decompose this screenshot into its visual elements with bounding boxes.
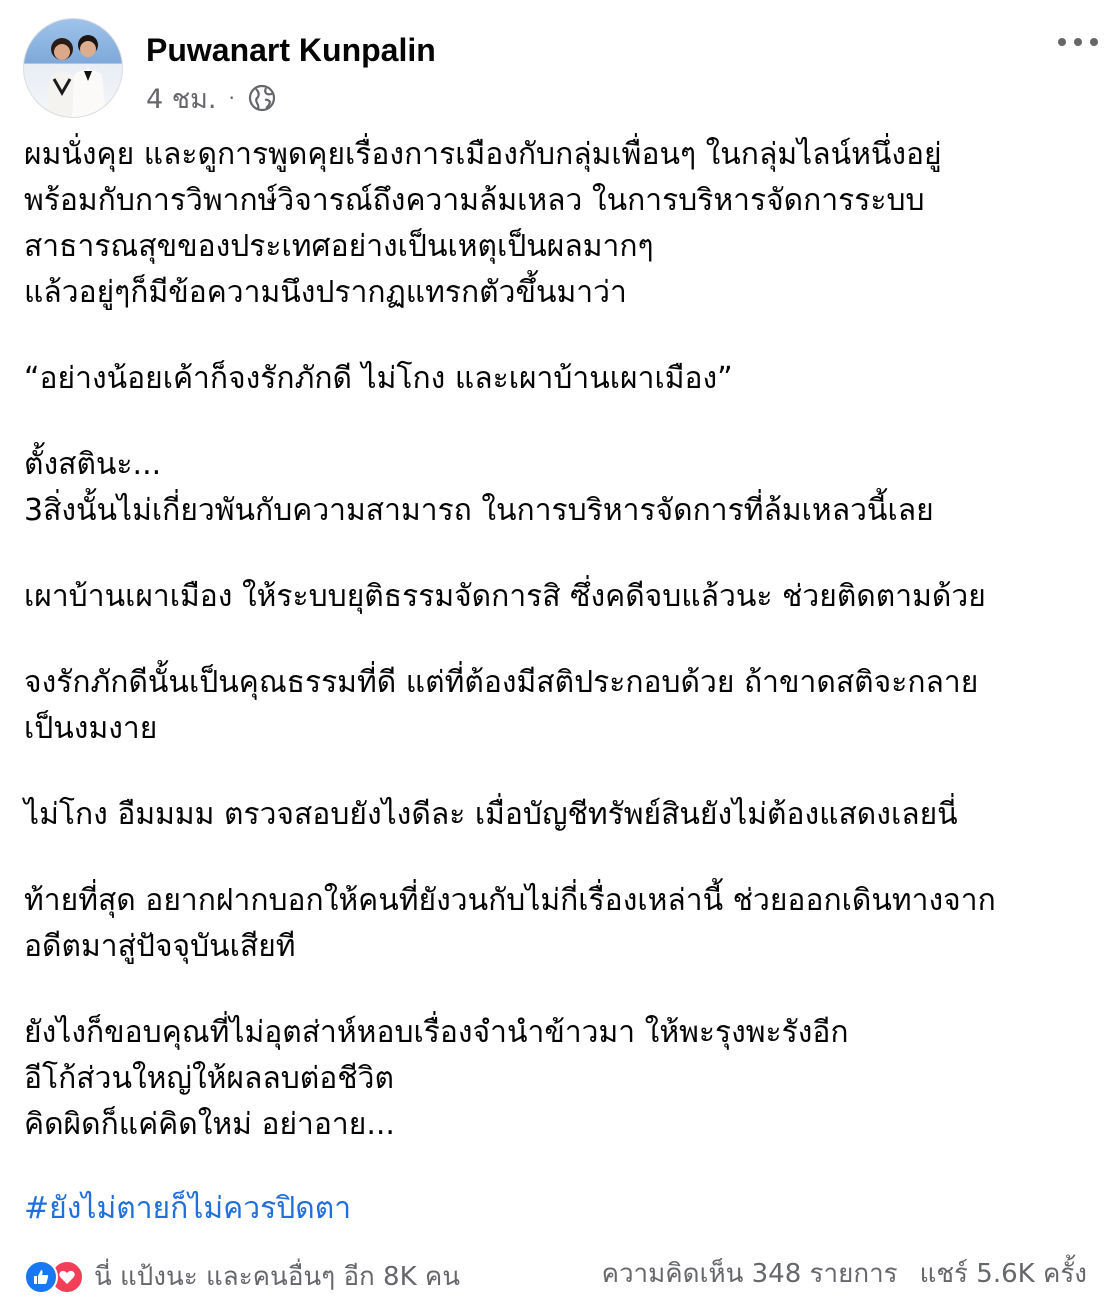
post-paragraph: ผมนั่งคุย และดูการพูดคุยเรื่องการเมืองกับกลุ่มเพื่อนๆ ในกลุ่มไลน์หนึ่งอยู่ พร้อมกับการวิพากษ์วิจารณ์ถึงความล้มเหลว ในการบริหารจัดการระบบ สาธารณสุขของประเทศอย่างเป็นเหตุเป็นผลมากๆ แล้วอยู่ๆก็มีข้อความนึงปรากฏแทรกตัวขึ้นมาว่า [24,137,942,310]
post-paragraph: จงรักภักดีนั้นเป็นคุณธรรมที่ดี แต่ที่ต้องมีสติประกอบด้วย ถ้าขาดสติจะกลาย เป็นงมงาย [24,665,979,746]
like-icon [24,1260,58,1294]
post-paragraph: ยังไงก็ขอบคุณที่ไม่อุตส่าห์หอบเรื่องจำนำข้าวมา ให้พะรุงพะรังอีก อีโก้ส่วนใหญ่ให้ผลลบต่อชีวิต คิดผิดก็แค่คิดใหม่ อย่าอาย... [24,1015,849,1142]
more-options-icon[interactable] [1052,24,1104,60]
post-header [0,0,1115,130]
reactions-summary[interactable] [24,1256,460,1297]
author-name[interactable]: Puwanart Kunpalin [146,32,436,68]
avatar-image [24,19,123,118]
meta-separator: · [228,86,235,110]
avatar[interactable] [23,18,123,118]
more-dot [1074,38,1082,46]
post-paragraph: “อย่างน้อยเค้าก็จงรักภักดี ไม่โกง และเผาบ้านเผาเมือง” [24,361,733,396]
reactions-text: นี่ แป้งนะ และคนอื่นๆ อีก 8K คน [94,1262,461,1292]
post-paragraph: เผาบ้านเผาเมือง ให้ระบบยุติธรรมจัดการสิ ซึ่งคดีจบแล้วนะ ช่วยติดตามด้วย [24,579,986,614]
post-paragraph: ตั้งสตินะ... 3สิ่งนั้นไม่เกี่ยวพันกับความสามารถ ในการบริหารจัดการที่ล้มเหลวนี้เลย [24,447,934,528]
comments-count[interactable]: ความคิดเห็น 348 รายการ [601,1258,898,1289]
post-paragraph: ไม่โกง อืมมมม ตรวจสอบยังไงดีละ เมื่อบัญชีทรัพย์สินยังไม่ต้องแสดงเลยนี่ [24,797,958,832]
engagement-counts [602,1256,1087,1290]
globe-icon[interactable] [247,83,277,113]
more-dot [1090,38,1098,46]
post-footer [0,1248,1115,1300]
post-text [24,132,1099,1148]
hashtag-link[interactable]: #ยังไม่ตายก็ไม่ควรปิดตา [24,1191,352,1226]
more-dot [1058,38,1066,46]
shares-count[interactable]: แชร์ 5.6K ครั้ง [919,1258,1087,1289]
post-meta [146,80,277,116]
post-paragraph: ท้ายที่สุด อยากฝากบอกให้คนที่ยังวนกับไม่กี่เรื่องเหล่านี้ ช่วยออกเดินทางจาก อดีตมาสู่ปัจจุบันเสียที [24,883,996,964]
post-time[interactable]: 4 ชม. [146,83,217,115]
